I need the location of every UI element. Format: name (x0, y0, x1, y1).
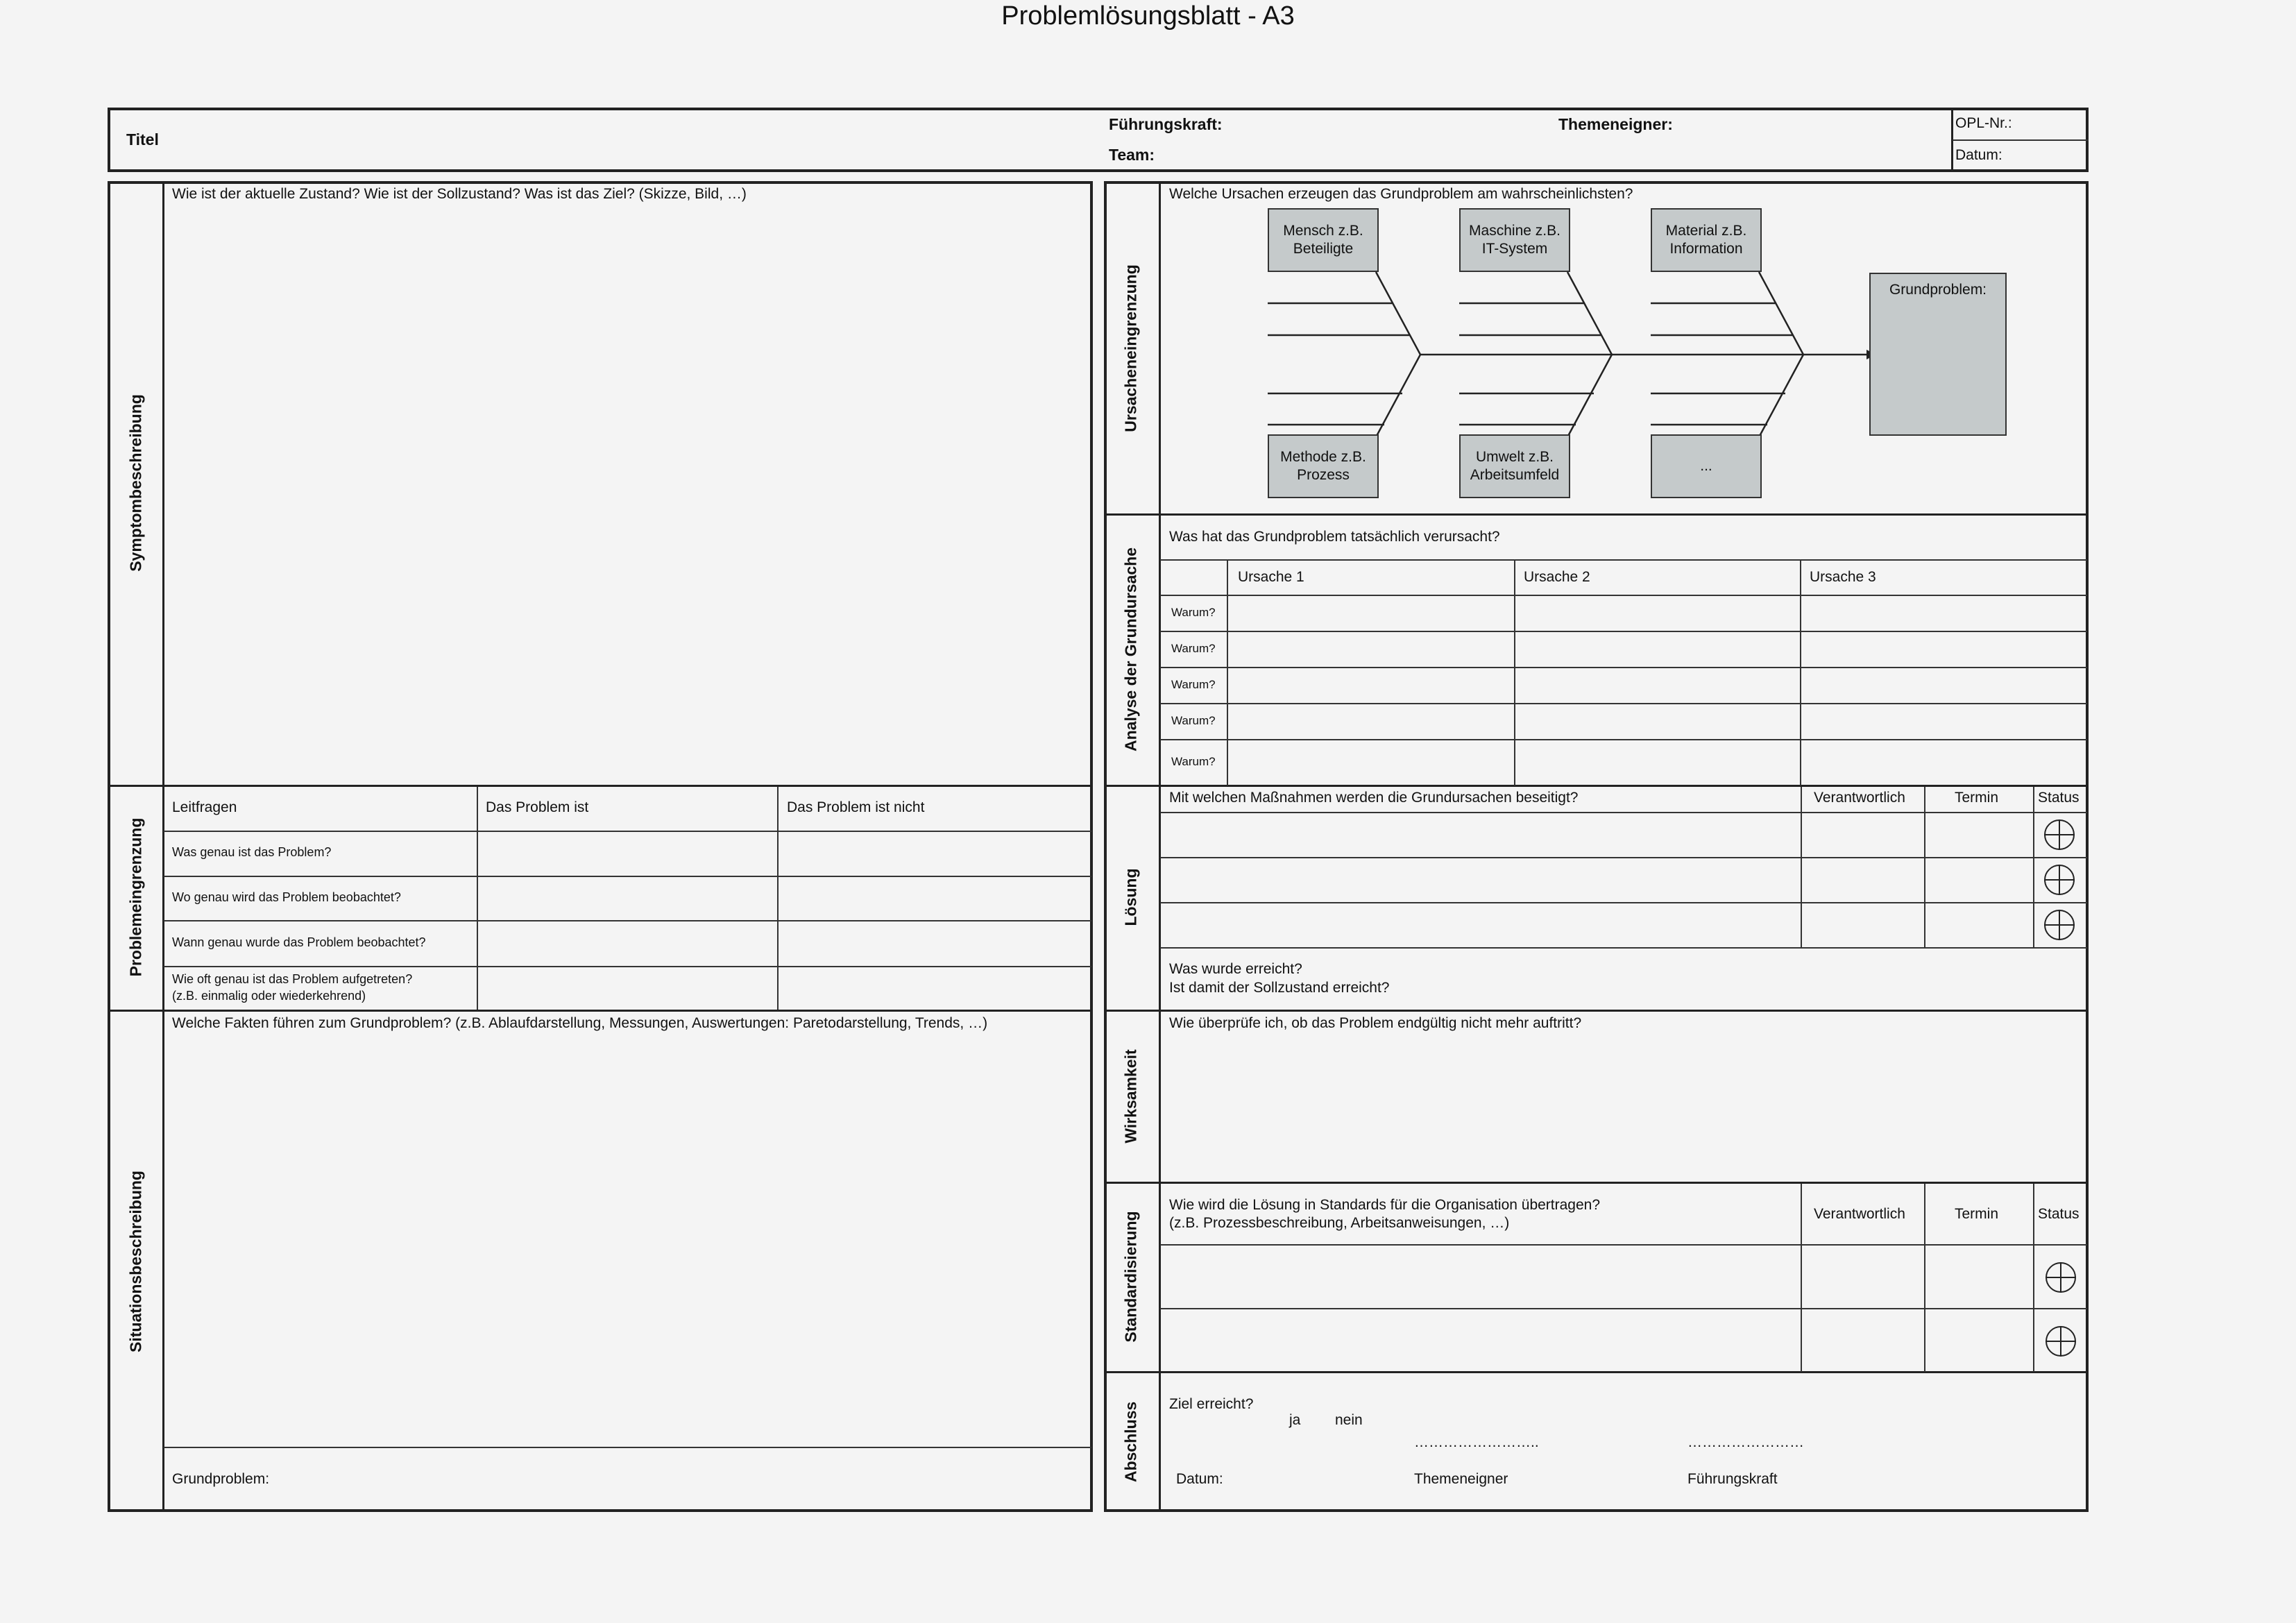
analyse-header-ursache-1: Ursache 1 (1238, 569, 1304, 585)
analyse-row-0 (1160, 559, 2087, 561)
situation-label: Situationsbeschreibung (126, 1171, 145, 1352)
loesung-sollzustand-question: Ist damit der Sollzustand erreicht? (1169, 980, 1390, 996)
eingrenzung-col-1 (477, 787, 478, 1010)
standard-col-1 (1924, 1184, 1925, 1372)
warum-label: Warum? (1171, 606, 1216, 619)
eingrenzung-header-ist: Das Problem ist (486, 799, 589, 815)
status-indicator[interactable] (2044, 865, 2075, 895)
analyse-col-1 (1514, 559, 1515, 785)
status-indicator[interactable] (2044, 910, 2075, 940)
wirksamkeit-input-area[interactable] (1163, 1037, 2084, 1179)
signature-label-themeneigner: Themeneigner (1414, 1471, 1508, 1487)
standard-header-status: Status (2038, 1206, 2080, 1222)
loesung-header-verantwortlich: Verantwortlich (1814, 790, 1905, 806)
fishbone-box-material: Material z.B. Information (1651, 208, 1762, 272)
fishbone-box-umwelt: Umwelt z.B. Arbeitsumfeld (1459, 434, 1570, 498)
situation-divider (164, 1447, 1091, 1448)
loesung-label: Lösung (1121, 868, 1140, 926)
situation-input-area[interactable] (167, 1037, 1088, 1443)
team-field[interactable]: Team: (1109, 146, 1155, 164)
right-divider-1 (1104, 513, 2089, 516)
analyse-label: Analyse der Grundursache (1121, 547, 1140, 751)
eingrenzung-row-sublabel: (z.B. einmalig oder wiederkehrend) (172, 989, 366, 1003)
right-divider-5 (1104, 1371, 2089, 1373)
eingrenzung-row-3 (164, 920, 1091, 921)
loesung-row-0 (1160, 812, 2087, 813)
loesung-row-2 (1160, 902, 2087, 903)
warum-label: Warum? (1171, 714, 1216, 727)
standard-question: Wie wird die Lösung in Standards für die Organisation übertragen? (1169, 1197, 1601, 1213)
right-divider-2 (1104, 785, 2089, 787)
situation-question: Welche Fakten führen zum Grundproblem? (z.B. Ablaufdarstellung, Messungen, Auswertungen: Paretodarstellung, Trends, …) (172, 1015, 988, 1031)
abschluss-label: Abschluss (1121, 1401, 1140, 1483)
signature-line-themeneigner[interactable]: …………………….. (1414, 1434, 1539, 1450)
eingrenzung-row-label: Wann genau wurde das Problem beobachtet? (172, 935, 426, 949)
symptom-label: Symptombeschreibung (126, 394, 145, 572)
abschluss-datum-field[interactable]: Datum: (1176, 1471, 1223, 1487)
standard-col-0 (1801, 1184, 1802, 1372)
left-divider-1 (108, 785, 1093, 787)
analyse-header-ursache-2: Ursache 2 (1524, 569, 1590, 585)
standard-header-verantwortlich: Verantwortlich (1814, 1206, 1905, 1222)
standard-row-0 (1160, 1244, 2087, 1246)
analyse-row-3 (1160, 667, 2087, 668)
analyse-col-2 (1800, 559, 1801, 785)
analyse-question: Was hat das Grundproblem tatsächlich verursacht? (1169, 529, 1500, 545)
header-opl-divider (1953, 139, 2089, 141)
wirksamkeit-label: Wirksamkeit (1121, 1049, 1140, 1144)
status-indicator[interactable] (2046, 1262, 2076, 1293)
left-divider-2 (108, 1010, 1093, 1012)
eingrenzung-header-leitfragen: Leitfragen (172, 799, 237, 815)
fishbone-box-more: ... (1651, 434, 1762, 498)
loesung-header-termin: Termin (1955, 790, 1999, 806)
titel-field[interactable]: Titel (126, 130, 159, 148)
loesung-question: Mit welchen Maßnahmen werden die Grundursachen beseitigt? (1169, 790, 1579, 806)
analyse-row-1 (1160, 595, 2087, 596)
eingrenzung-row-2 (164, 876, 1091, 877)
fishbone-box-mensch: Mensch z.B. Beteiligte (1268, 208, 1379, 272)
loesung-col-1 (1924, 787, 1925, 948)
header-box (108, 108, 2089, 172)
left-label-column (162, 181, 164, 1512)
datum-field[interactable]: Datum: (1955, 147, 2002, 163)
loesung-col-0 (1801, 787, 1802, 948)
loesung-col-2 (2033, 787, 2034, 948)
warum-label: Warum? (1171, 642, 1216, 655)
right-divider-3 (1104, 1010, 2089, 1012)
standard-label: Standardisierung (1121, 1211, 1140, 1343)
standard-row-1 (1160, 1308, 2087, 1309)
signature-label-fuehrungskraft: Führungskraft (1687, 1471, 1778, 1487)
fuehrungskraft-field[interactable]: Führungskraft: (1109, 115, 1223, 133)
ziel-nein-option[interactable]: nein (1335, 1412, 1363, 1428)
analyse-col-0 (1227, 559, 1228, 785)
fishbone-grundproblem-box: Grundproblem: (1869, 273, 2007, 436)
right-divider-4 (1104, 1182, 2089, 1184)
eingrenzung-row-1 (164, 831, 1091, 832)
ziel-ja-option[interactable]: ja (1289, 1412, 1301, 1428)
loesung-erreicht-question: Was wurde erreicht? (1169, 961, 1302, 977)
eingrenzung-label: Problemeingrenzung (126, 817, 145, 977)
standard-question-sub: (z.B. Prozessbeschreibung, Arbeitsanweisungen, …) (1169, 1215, 1510, 1231)
analyse-row-5 (1160, 739, 2087, 740)
page-title-text: Problemlösungsblatt - A3 (1001, 1, 1295, 31)
symptom-question: Wie ist der aktuelle Zustand? Wie ist der Sollzustand? Was ist das Ziel? (Skizze, Bild, …) (172, 186, 747, 202)
loesung-row-1 (1160, 857, 2087, 858)
ursache-label: Ursacheneingrenzung (1121, 264, 1140, 432)
signature-line-fuehrungskraft[interactable]: …………………… (1687, 1434, 1804, 1450)
eingrenzung-row-label: Wo genau wird das Problem beobachtet? (172, 890, 401, 904)
ursache-question: Welche Ursachen erzeugen das Grundproblem am wahrscheinlichsten? (1169, 186, 1633, 202)
ziel-erreicht-question: Ziel erreicht? (1169, 1396, 1254, 1412)
loesung-row-3 (1160, 947, 2087, 949)
eingrenzung-header-ist-nicht: Das Problem ist nicht (787, 799, 925, 815)
analyse-row-4 (1160, 703, 2087, 704)
wirksamkeit-question: Wie überprüfe ich, ob das Problem endgültig nicht mehr auftritt? (1169, 1015, 1582, 1031)
eingrenzung-row-label: Was genau ist das Problem? (172, 845, 332, 859)
standard-col-2 (2033, 1184, 2034, 1372)
status-indicator[interactable] (2044, 819, 2075, 850)
symptom-input-area[interactable] (167, 208, 1088, 781)
grundproblem-field[interactable]: Grundproblem: (172, 1471, 270, 1487)
eingrenzung-row-label: Wie oft genau ist das Problem aufgetreten? (172, 972, 413, 986)
eingrenzung-col-2 (777, 787, 779, 1010)
warum-label: Warum? (1171, 678, 1216, 691)
loesung-header-status: Status (2038, 790, 2080, 806)
status-indicator[interactable] (2046, 1326, 2076, 1357)
analyse-header-ursache-3: Ursache 3 (1810, 569, 1876, 585)
standard-header-termin: Termin (1955, 1206, 1999, 1222)
eingrenzung-row-4 (164, 966, 1091, 967)
fishbone-box-maschine: Maschine z.B. IT-System (1459, 208, 1570, 272)
themeneigner-field[interactable]: Themeneigner: (1558, 115, 1673, 133)
page-title (0, 0, 2296, 35)
warum-label: Warum? (1171, 755, 1216, 768)
fishbone-box-methode: Methode z.B. Prozess (1268, 434, 1379, 498)
analyse-row-2 (1160, 631, 2087, 632)
opl-nr-field[interactable]: OPL-Nr.: (1955, 115, 2012, 131)
